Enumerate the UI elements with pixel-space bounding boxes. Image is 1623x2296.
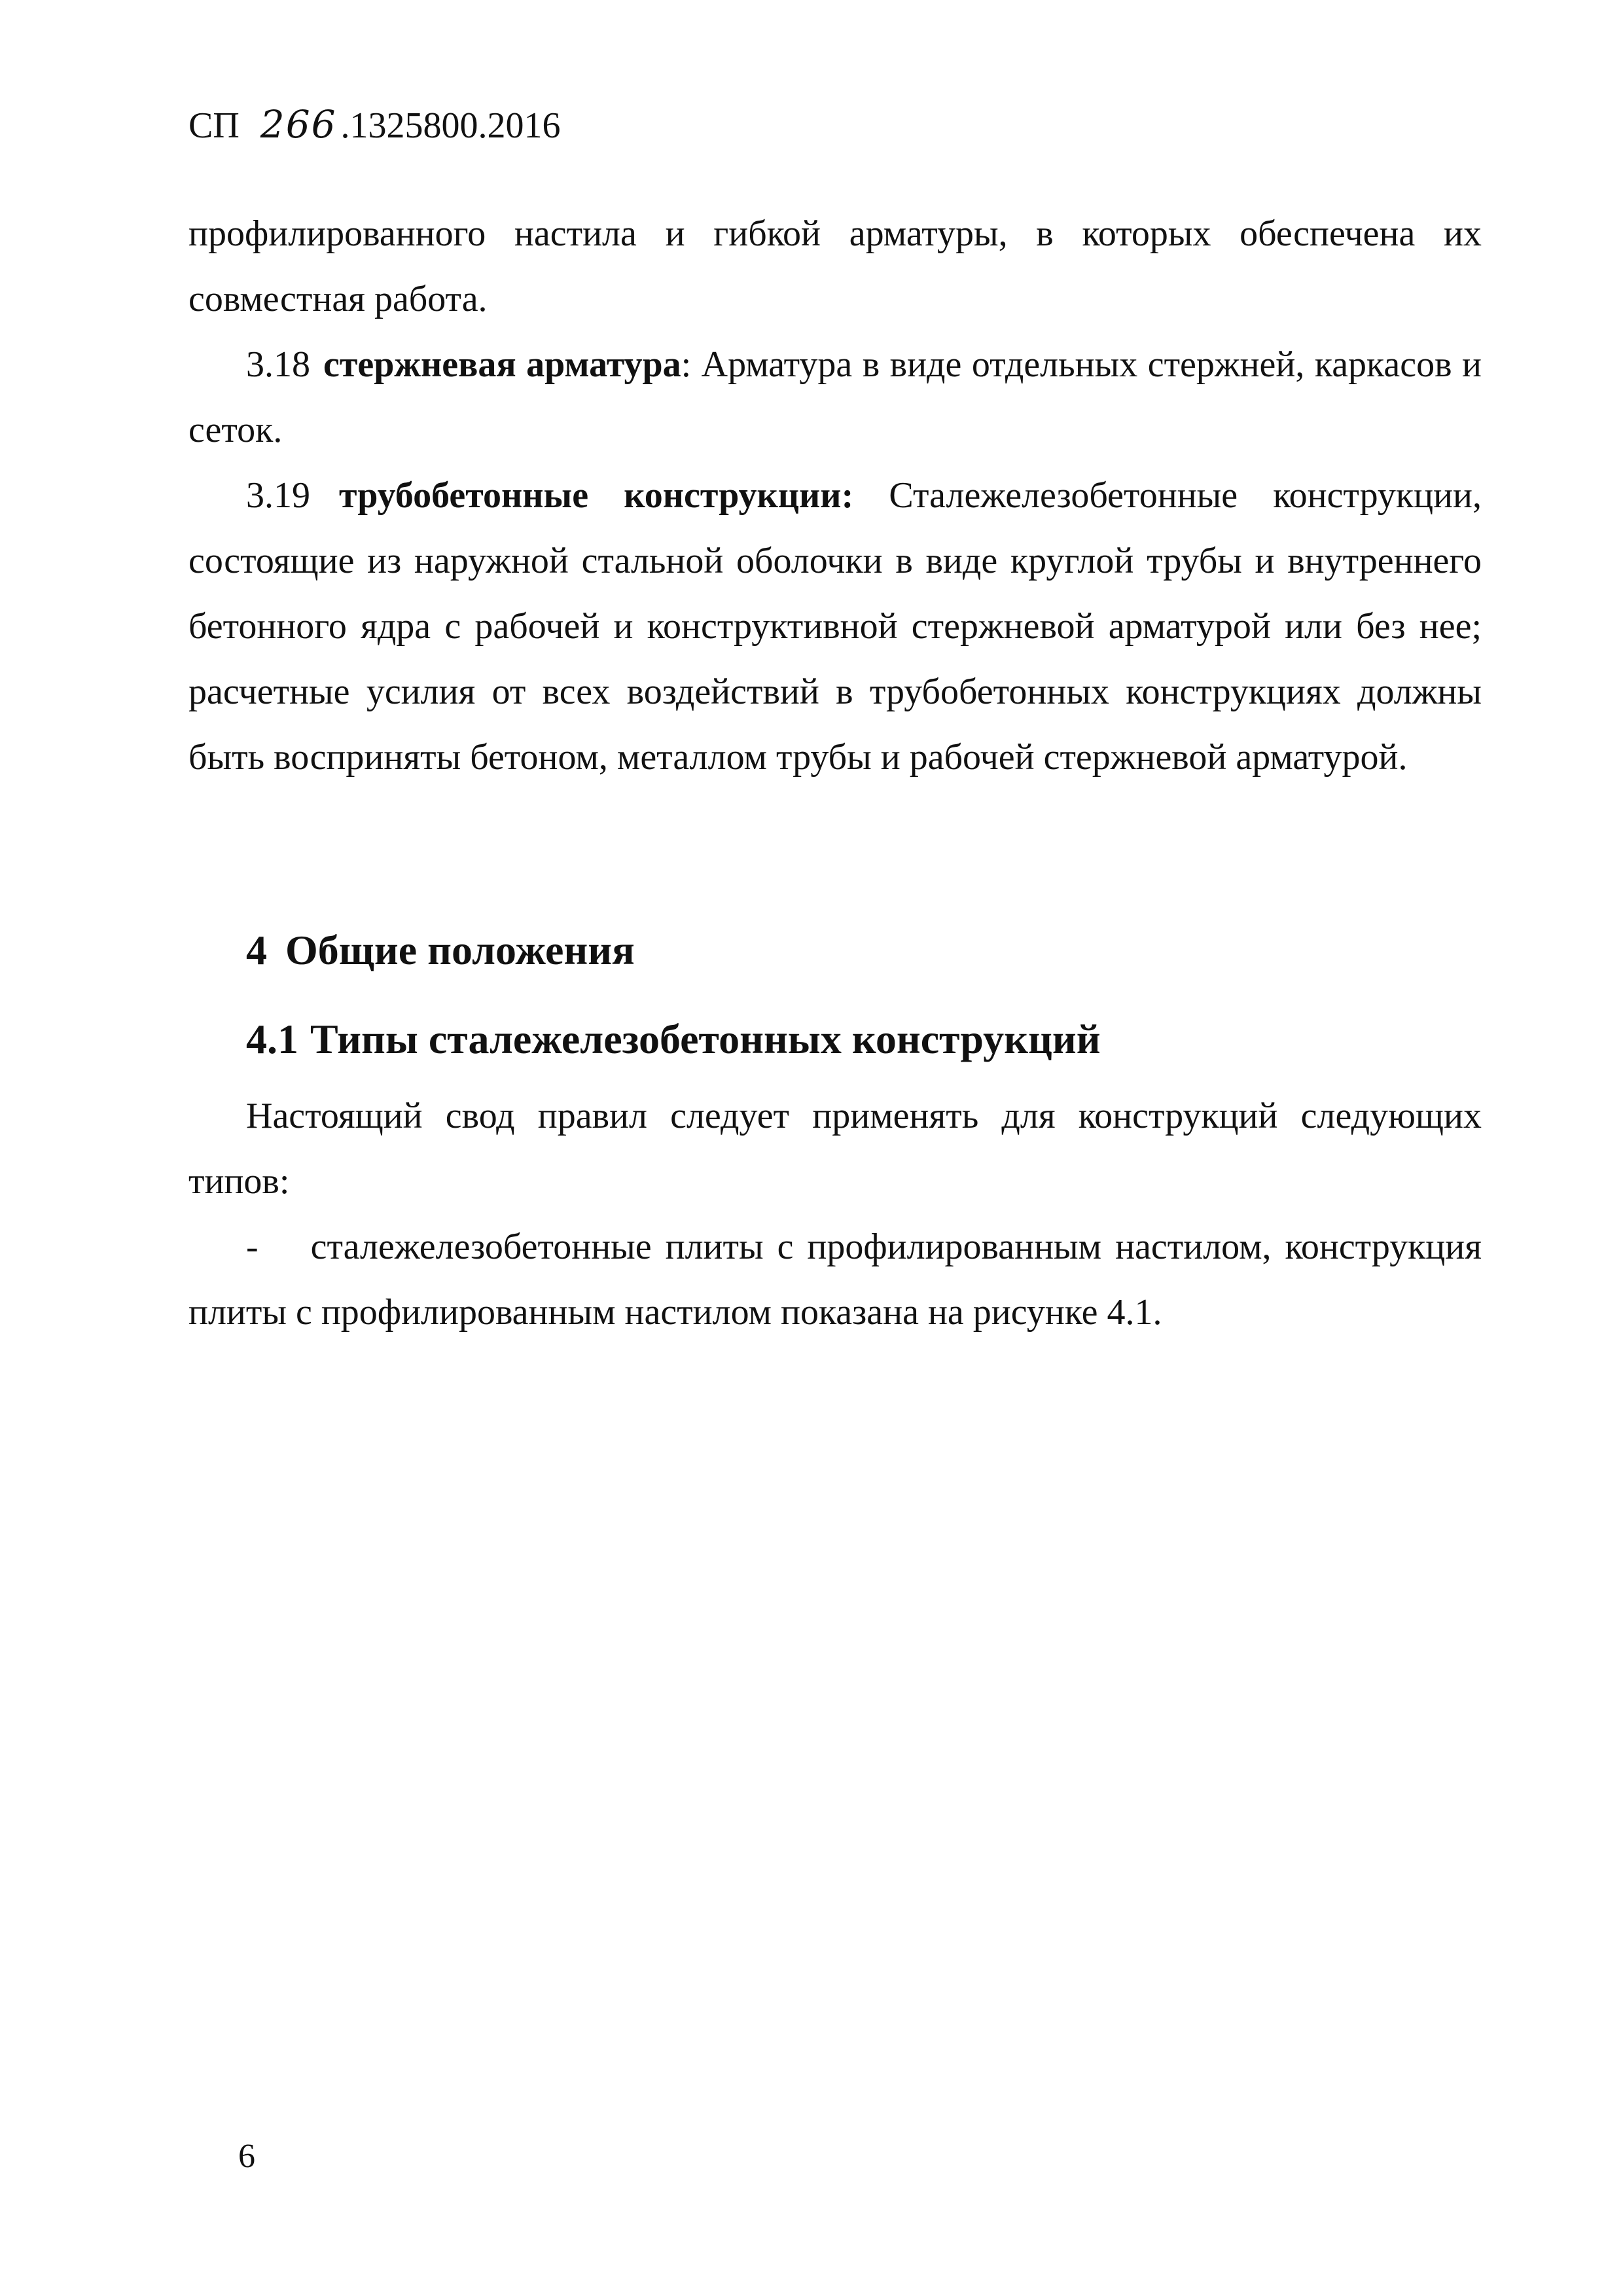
- definition-number: 3.18: [246, 344, 310, 385]
- list-item-text: сталежелезобетонные плиты с профилированным настилом, конструкция плиты с профилированным настилом показана на рисунке 4.1.: [188, 1227, 1482, 1333]
- list-item: [188, 1214, 1482, 1345]
- definition-term: стержневая арматура: [323, 344, 681, 385]
- definition-separator: :: [681, 344, 692, 385]
- list-dash: -: [246, 1227, 259, 1267]
- intro-paragraph: Настоящий свод правил следует применять для конструкций следующих типов:: [188, 1096, 1482, 1202]
- subsection-title: Типы сталежелезобетонных конструкций: [310, 1016, 1101, 1062]
- section-title: Общие положения: [285, 927, 635, 973]
- definition-3-18: [188, 332, 1482, 463]
- definition-text: Арматура в виде отдельных стержней, каркасов и сеток.: [188, 344, 1482, 450]
- definition-text: Сталежелезобетонные конструкции, состоящие из наружной стальной оболочки в виде круглой трубы и внутреннего бетонного ядра с рабочей и конструктивной стержневой арматурой или без нее; расчетные усилия от всех воздействий в трубобетонных конструкциях должны быть восприняты бетоном, металлом трубы и рабочей стержневой арматурой.: [188, 475, 1482, 778]
- definition-number: 3.19: [246, 475, 310, 516]
- definition-term: трубобетонные конструкции:: [339, 475, 854, 516]
- document-code-header: [188, 98, 561, 152]
- section-number: 4: [246, 927, 267, 973]
- page-number: 6: [238, 2138, 255, 2175]
- continuation-paragraph: профилированного настила и гибкой арматуры, в которых обеспечена их совместная работа.: [188, 213, 1482, 319]
- handwritten-document-number: 266: [260, 102, 337, 147]
- section-heading-4: [246, 924, 635, 977]
- header-prefix: СП: [188, 105, 240, 146]
- subsection-heading-4-1: [246, 1013, 1101, 1066]
- subsection-number: 4.1: [246, 1016, 298, 1062]
- definition-3-19: [188, 463, 1482, 790]
- header-suffix: .1325800.2016: [340, 105, 561, 146]
